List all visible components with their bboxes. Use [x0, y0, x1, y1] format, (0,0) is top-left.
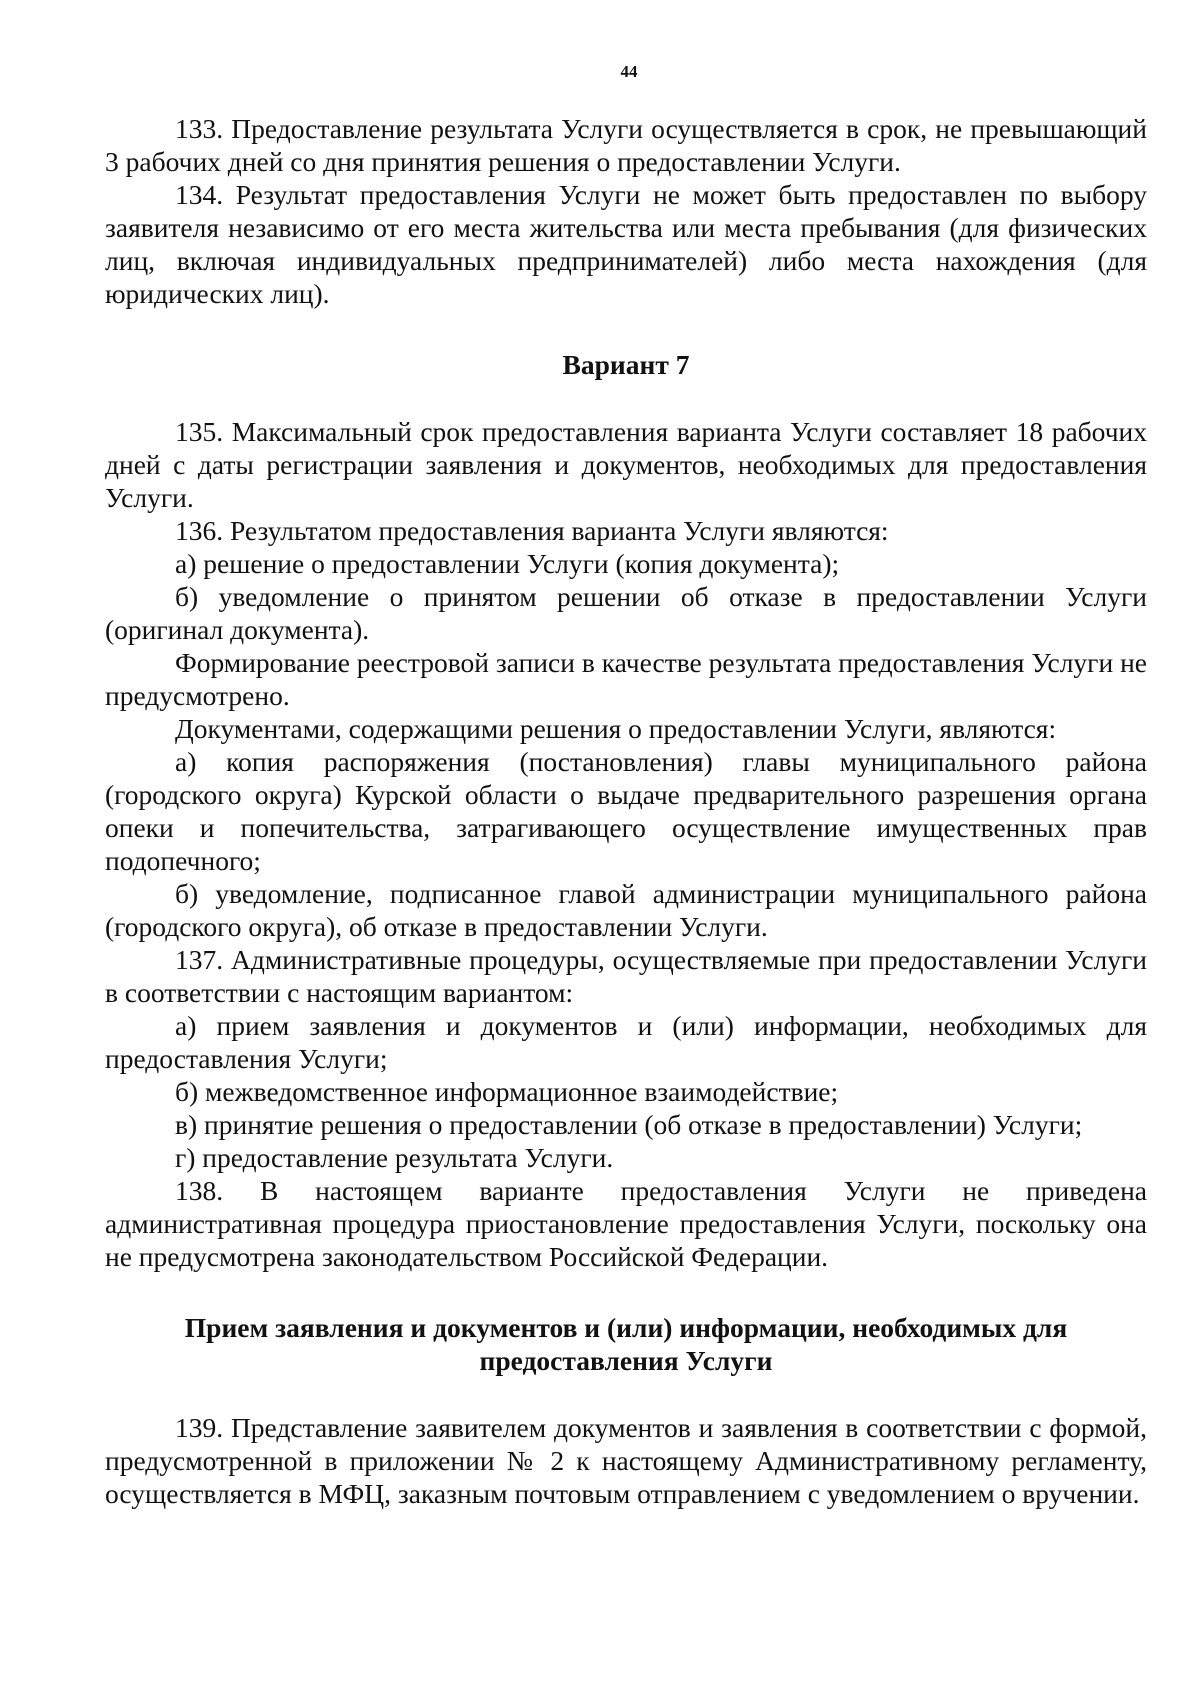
list-item-137-b: б) межведомственное информационное взаимодействие;: [175, 1076, 839, 1107]
paragraph-136: 136. Результатом предоставления варианта Услуги являются:: [175, 515, 889, 546]
paragraph-139: 139. Представление заявителем документов и заявления в соответствии с формой, предусмотренной в приложении № 2 к настоящему Административному регламенту, осуществляется в МФЦ, заказным почтовым отправлением с уведомлением о вручении.: [105, 1412, 1147, 1509]
list-item-137-a: а) прием заявления и документов и (или) информации, необходимых для предоставления Услуги;: [105, 1010, 1147, 1074]
paragraph-registry-record: Формирование реестровой записи в качестве результата предоставления Услуги не предусмотрено.: [105, 647, 1147, 711]
document-body: [105, 112, 1147, 1510]
list-item-136-a: а) решение о предоставлении Услуги (копия документа);: [175, 548, 840, 579]
paragraph-134: 134. Результат предоставления Услуги не может быть предоставлен по выбору заявителя независимо от его места жительства или места пребывания (для физических лиц, включая индивидуальных предпринимателей) либо места нахождения (для юридических лиц).: [105, 179, 1147, 309]
paragraph-138: 138. В настоящем варианте предоставления Услуги не приведена административная процедура приостановление предоставления Услуги, поскольку она не предусмотрена законодательством Российской Федерации.: [105, 1175, 1147, 1272]
paragraph-137: 137. Административные процедуры, осуществляемые при предоставлении Услуги в соответствии с настоящим вариантом:: [105, 944, 1147, 1008]
paragraph-decision-documents: Документами, содержащими решения о предоставлении Услуги, являются:: [175, 713, 1057, 744]
page-number: 44: [620, 62, 638, 81]
heading-reception-of-application: Прием заявления и документов и (или) информации, необходимых для предоставления Услуги: [184, 1312, 1068, 1376]
heading-variant-7: Вариант 7: [562, 349, 690, 380]
paragraph-135: 135. Максимальный срок предоставления варианта Услуги составляет 18 рабочих дней с даты регистрации заявления и документов, необходимых для предоставления Услуги.: [105, 416, 1147, 513]
list-item-136-b: б) уведомление о принятом решении об отказе в предоставлении Услуги (оригинал документа).: [105, 581, 1147, 645]
list-item-137-d: г) предоставление результата Услуги.: [175, 1142, 614, 1173]
list-item-documents-a: а) копия распоряжения (постановления) главы муниципального района (городского округа) Курской области о выдаче предварительного разрешения органа опеки и попечительства, затрагивающего осуществление имущественных прав подопечного;: [105, 746, 1147, 876]
list-item-documents-b: б) уведомление, подписанное главой администрации муниципального района (городского округа), об отказе в предоставлении Услуги.: [105, 878, 1147, 942]
paragraph-133: 133. Предоставление результата Услуги осуществляется в срок, не превышающий 3 рабочих дней со дня принятия решения о предоставлении Услуги.: [105, 113, 1147, 177]
list-item-137-c: в) принятие решения о предоставлении (об отказе в предоставлении) Услуги;: [175, 1109, 1083, 1140]
